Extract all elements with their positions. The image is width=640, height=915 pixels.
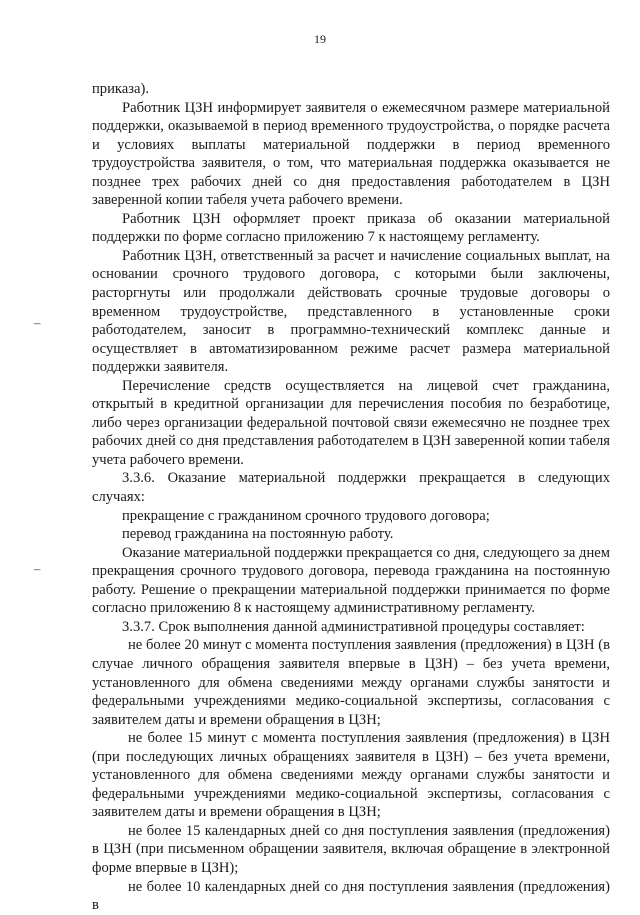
list-item: не более 15 минут с момента поступления заявления (предложения) в ЦЗН (при последующих личных обращениях заявителя в ЦЗН) – без учета времени, установленного для обмена сведениями между органами службы занятости и федеральными учреждениями медико-социальной экспертизы, согласования с заявителем даты и времени обращения в ЦЗН; [92, 730, 610, 821]
paragraph: приказа). [92, 81, 150, 97]
paragraph: Работник ЦЗН информирует заявителя о ежемесячном размере материальной поддержки, оказываемой в период временного трудоустройства, о порядке расчета и условиях выплаты материальной поддержки в период временного трудоустройства заявителя, о том, что материальная поддержка оказывается не позднее трех рабочих дней со дня предоставления работодателем в ЦЗН заверенной копии табеля учета рабочего времени. [92, 99, 610, 209]
list-item: не более 20 минут с момента поступления заявления (предложения) в ЦЗН (в случае личного обращения заявителя впервые в ЦЗН) – без учета времени, установленного для обмена сведениями между органами службы занятости и федеральными учреждениями медико-социальной экспертизы, согласования с заявителем даты и времени обращения в ЦЗН; [92, 637, 610, 728]
paragraph: Перечисление средств осуществляется на лицевой счет гражданина, открытый в кредитной организации для перечисления пособия по безработице, либо через организации федеральной почтовой связи ежемесячно не позднее трех рабочих дней со дня представления работодателем в ЦЗН заверенной копии табеля учета рабочего времени. [92, 377, 610, 468]
list-item: прекращение с гражданином срочного трудового договора; [122, 507, 490, 524]
margin-dash-mark: – [34, 561, 41, 576]
margin-dash-mark: – [34, 315, 41, 330]
list-item: не более 10 календарных дней со дня поступления заявления (предложения) в [92, 878, 610, 914]
paragraph: Работник ЦЗН, ответственный за расчет и начисление социальных выплат, на основании срочного трудового договора, с которыми были заключены, расторгнуты или продолжали действовать срочные трудовые договоры о временном трудоустройстве, представленного в установленные сроки работодателем, заносит в программно-технический комплекс данные и осуществляет в автоматизированном режиме расчет размера материальной поддержки заявителя. [92, 247, 610, 376]
paragraph: Работник ЦЗН оформляет проект приказа об оказании материальной поддержки по форме согласно приложению 7 к настоящему регламенту. [92, 210, 610, 246]
section-heading: 3.3.7. Срок выполнения данной административной процедуры составляет: [122, 618, 585, 635]
list-item: перевод гражданина на постоянную работу. [122, 526, 394, 543]
section-heading: 3.3.6. Оказание материальной поддержки прекращается в следующих случаях: [92, 470, 610, 506]
list-item: не более 15 календарных дней со дня поступления заявления (предложения) в ЦЗН (при письменном обращении заявителя, включая обращение в электронной форме впервые в ЦЗН); [92, 822, 610, 876]
document-body [92, 80, 610, 915]
page-number: 19 [314, 32, 326, 46]
paragraph: Оказание материальной поддержки прекращается со дня, следующего за днем прекращения срочного трудового договора, перевода гражданина на постоянную работу. Решение о прекращении материальной поддержки принимается по форме согласно приложению 8 к настоящему административному регламенту. [92, 544, 610, 617]
